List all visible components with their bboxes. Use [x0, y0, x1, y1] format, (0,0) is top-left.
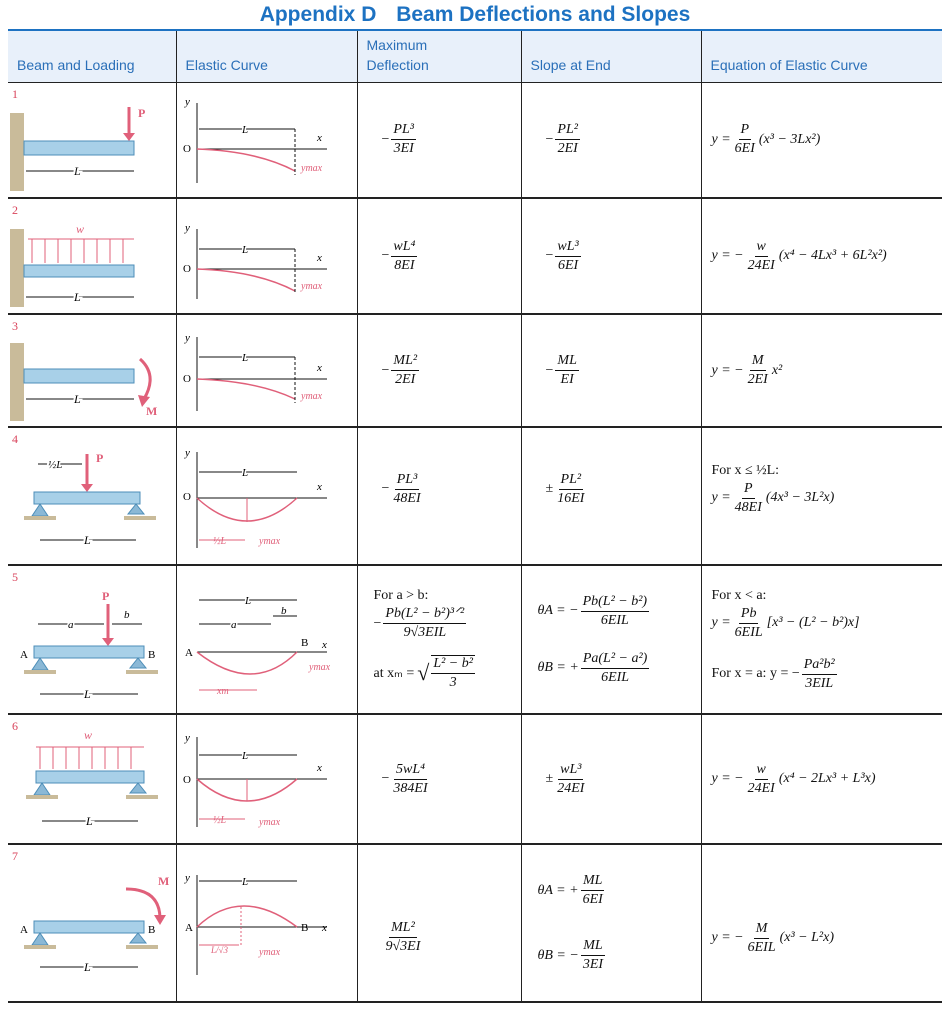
header-curve: Elastic Curve — [176, 30, 357, 82]
max-deflection-cell: ML² 9√3EI — [357, 844, 521, 1002]
svg-text:A: A — [184, 647, 193, 659]
distributed-load-arrows-icon — [32, 239, 123, 263]
beam-cell — [8, 565, 176, 714]
svg-text:ymax: ymax — [258, 817, 280, 828]
cantilever-point-load-diagram — [8, 83, 176, 197]
load-label: P — [96, 451, 104, 465]
svg-text:½L: ½L — [212, 815, 226, 826]
y-axis-label: y — [184, 95, 190, 108]
svg-text:ymax: ymax — [300, 281, 322, 292]
curve-cell — [176, 844, 357, 1002]
svg-text:½L: ½L — [212, 536, 226, 547]
svg-text:x: x — [316, 481, 322, 493]
table-row — [8, 427, 942, 565]
dimension-label: L — [74, 290, 81, 304]
svg-text:ymax: ymax — [300, 391, 322, 402]
moment-arrow-icon — [140, 359, 150, 399]
max-deflection-cell: − $\frac{\text{PL³}}{3EI}$ — [357, 82, 521, 198]
curve-cell — [176, 82, 357, 198]
svg-text:O: O — [182, 774, 191, 786]
moment-arrow-icon — [126, 889, 160, 919]
svg-text:O: O — [182, 263, 191, 275]
length-label: L — [241, 123, 248, 136]
svg-text:L: L — [241, 876, 248, 888]
equation-cell: For x ≤ ½L: y = $\frac{P}{48EI}$ (4x³ − 3L²x) — [701, 427, 942, 565]
curve-cell — [176, 714, 357, 844]
equation-cell: y = − M 6EIL (x³ − L²x) — [701, 844, 942, 1002]
row-number: 1 — [12, 86, 18, 101]
svg-text:O: O — [182, 491, 191, 503]
origin-label: O — [182, 142, 191, 155]
svg-text:x: x — [321, 639, 327, 651]
svg-text:L: L — [84, 960, 91, 974]
svg-text:ymax: ymax — [308, 662, 330, 673]
slope-cell: θA = + $\frac{ML}{6EI}$ θB = − $\frac{ML}{3EI}$ — [521, 844, 701, 1002]
svg-text:b: b — [124, 609, 130, 621]
svg-text:L/√3: L/√3 — [210, 945, 228, 955]
svg-text:A: A — [20, 649, 28, 661]
row-number: 6 — [12, 719, 18, 733]
row-number: 4 — [12, 432, 18, 446]
svg-text:L: L — [241, 352, 248, 364]
svg-text:B: B — [300, 922, 308, 934]
wall-support — [10, 113, 24, 191]
max-deflection-cell: − $\frac{\text{wL⁴}}{8EI}$ — [357, 198, 521, 314]
svg-text:A: A — [20, 924, 28, 936]
svg-text:b: b — [280, 605, 286, 617]
slope-cell: − $\frac{\text{wL³}}{6EI}$ — [521, 198, 701, 314]
table-row — [8, 714, 942, 844]
svg-text:½L: ½L — [48, 459, 63, 471]
svg-text:x: x — [316, 252, 322, 264]
row-number: 5 — [12, 570, 18, 584]
row-number: 7 — [12, 849, 18, 863]
svg-text:a: a — [68, 619, 74, 631]
slope-cell: − $\frac{ML}{EI}$ — [521, 314, 701, 427]
load-label: M — [158, 874, 170, 888]
load-label: P — [138, 105, 146, 120]
load-label: w — [76, 222, 85, 236]
page-title — [0, 0, 950, 30]
beam-cell — [8, 198, 176, 314]
header-slope: Slope at End — [521, 30, 701, 82]
row-number: 2 — [12, 203, 18, 217]
max-deflection-cell: − $\frac{\text{PL³}}{48EI}$ — [357, 427, 521, 565]
svg-text:O: O — [182, 373, 191, 385]
slope-cell: − $\frac{\text{PL²}}{2EI}$ — [521, 82, 701, 198]
x-axis-label: x — [316, 131, 322, 144]
svg-text:x: x — [316, 362, 322, 374]
svg-text:L: L — [241, 467, 248, 479]
equation-cell: y = − $\frac{M}{2EI}$ x² — [701, 314, 942, 427]
svg-text:x: x — [316, 762, 322, 774]
header-row — [8, 30, 942, 82]
svg-text:B: B — [300, 637, 308, 649]
svg-text:A: A — [184, 922, 193, 934]
max-deflection-cell: For a > b: − Pb(L² − b²)³ᐟ² 9√3EIL at xₘ = √ L² − b² 3 — [357, 565, 521, 714]
slope-cell: ± $\frac{\text{PL²}}{16EI}$ — [521, 427, 701, 565]
svg-text:L: L — [241, 244, 248, 256]
header-beam: Beam and Loading — [8, 30, 176, 82]
svg-text:y: y — [184, 332, 190, 344]
svg-text:y: y — [184, 732, 190, 744]
svg-text:B: B — [148, 924, 156, 936]
deflected-curve — [197, 149, 295, 171]
table-row — [8, 844, 942, 1002]
svg-text:L: L — [241, 750, 248, 762]
row-number: 3 — [12, 319, 18, 333]
table-row — [8, 198, 942, 314]
elastic-curve-diagram — [177, 83, 358, 197]
header-max-deflection: Maximum Deflection — [357, 30, 521, 82]
cantilever-moment-diagram — [8, 315, 176, 426]
ymax-label: ymax — [300, 162, 322, 174]
equation-cell: y = − $\frac{w}{24EI}$ (x⁴ − 2Lx³ + L³x) — [701, 714, 942, 844]
svg-text:B: B — [148, 649, 156, 661]
equation-cell: y = − $\frac{w}{24EI}$ (x⁴ − 4Lx³ + 6L²x²) — [701, 198, 942, 314]
simply-supported-offset-load-diagram — [8, 566, 176, 713]
slope-cell: ± $\frac{\text{wL³}}{24EI}$ — [521, 714, 701, 844]
curve-cell — [176, 565, 357, 714]
header-equation: Equation of Elastic Curve — [701, 30, 942, 82]
title-appendix: Appendix D — [259, 3, 377, 26]
equation-cell: For x < a: y = Pb 6EIL [x³ − (L² − b²)x] For x = a: y = − Pa²b² 3EIL — [701, 565, 942, 714]
arrowhead-icon — [123, 133, 135, 141]
svg-text:y: y — [184, 447, 190, 459]
load-label: P — [102, 589, 110, 603]
equation-cell: y = $\frac{P}{6EI}$ (x³ − 3Lx²) — [701, 82, 942, 198]
svg-text:L: L — [84, 533, 91, 547]
svg-text:L: L — [84, 687, 91, 701]
beam-cell — [8, 82, 176, 198]
svg-text:L: L — [74, 392, 81, 406]
table-row — [8, 314, 942, 427]
title-subject: Beam Deflections and Slopes — [396, 3, 691, 26]
svg-text:L: L — [244, 595, 251, 607]
roller-support-icon — [128, 504, 144, 514]
svg-text:y: y — [184, 872, 190, 884]
beam-cell — [8, 844, 176, 1002]
beam-cell — [8, 427, 176, 565]
deflection-table — [8, 29, 942, 1003]
svg-text:a: a — [230, 619, 236, 631]
beam-cell — [8, 314, 176, 427]
dimension-label: L — [74, 163, 81, 178]
pin-support-icon — [32, 504, 48, 516]
table-row — [8, 565, 942, 714]
svg-text:ymax: ymax — [258, 536, 280, 547]
curve-cell — [176, 427, 357, 565]
load-label: M — [146, 404, 158, 418]
cantilever-uniform-load-diagram — [8, 199, 176, 313]
svg-text:L: L — [86, 814, 93, 828]
svg-text:x: x — [321, 922, 327, 934]
svg-text:y: y — [184, 222, 190, 234]
slope-cell: θA = − Pb(L² − b²) 6EIL θB = + Pa(L² − a²) 6EIL — [521, 565, 701, 714]
curve-cell — [176, 198, 357, 314]
simply-supported-end-moment-diagram — [8, 845, 176, 1001]
max-deflection-cell: − $\frac{\text{5wL⁴}}{384EI}$ — [357, 714, 521, 844]
beam-cell — [8, 714, 176, 844]
curve-cell — [176, 314, 357, 427]
beam — [24, 141, 134, 155]
simply-supported-center-load-diagram — [8, 428, 176, 564]
table-row — [8, 82, 942, 198]
max-deflection-cell: − $\frac{\text{ML²}}{2EI}$ — [357, 314, 521, 427]
svg-text:xm: xm — [216, 686, 229, 697]
simply-supported-uniform-load-diagram — [8, 715, 176, 843]
load-label: w — [84, 728, 93, 742]
svg-text:ymax: ymax — [258, 947, 280, 958]
